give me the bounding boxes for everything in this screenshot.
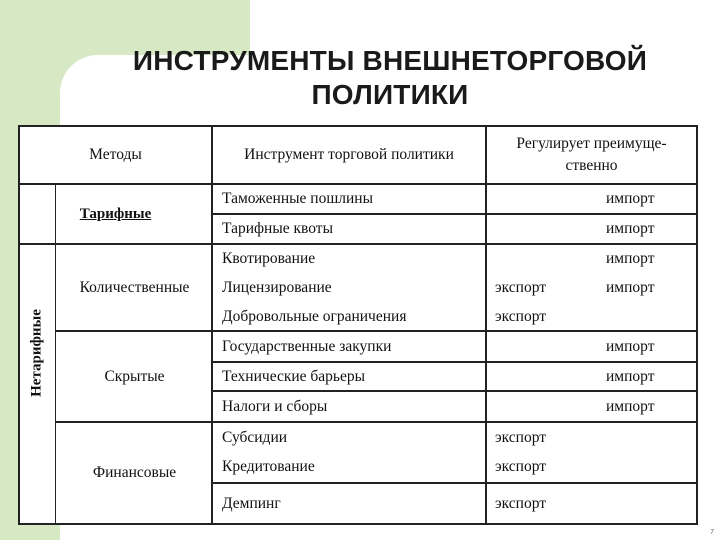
group-hidden: Скрытые xyxy=(104,367,165,385)
title-line-2: ПОЛИТИКИ xyxy=(311,79,469,110)
header-regulates-line-2: ственно xyxy=(565,157,618,174)
export-subsidies: экспорт xyxy=(495,428,547,446)
export-crediting: экспорт xyxy=(495,458,547,475)
header-regulates xyxy=(487,127,696,183)
export-licensing: экспорт xyxy=(495,279,547,296)
instrument-licensing: Лицензирование xyxy=(222,279,332,296)
non-tariff-side-label xyxy=(18,183,56,523)
import-customs-duties: импорт xyxy=(606,190,655,207)
non-tariff-side-label-text: Нетарифные xyxy=(28,309,44,397)
header-methods: Методы xyxy=(89,146,142,163)
group-quantitative: Количественные xyxy=(79,278,190,296)
slide-title xyxy=(60,44,720,112)
header-instrument: Инструмент торговой политики xyxy=(244,146,454,163)
instrument-dumping: Демпинг xyxy=(222,494,281,512)
instrument-subsidies: Субсидии xyxy=(222,428,288,446)
instrument-technical-barriers: Технические барьеры xyxy=(222,367,366,385)
instrument-taxes-fees: Налоги и сборы xyxy=(222,397,328,415)
instrument-government-procurement: Государственные закупки xyxy=(222,337,392,355)
instrument-voluntary-restraints: Добровольные ограничения xyxy=(222,308,407,325)
import-tariff-quotas: импорт xyxy=(606,220,655,237)
column-divider-1 xyxy=(211,125,213,525)
import-government-procurement: импорт xyxy=(606,337,655,355)
instrument-customs-duties: Таможенные пошлины xyxy=(222,190,373,207)
import-quotas: импорт xyxy=(606,250,655,267)
group-tariff-label: Тарифные xyxy=(79,205,152,222)
column-divider-2 xyxy=(485,125,487,525)
group-financial: Финансовые xyxy=(92,464,177,481)
table-border-right xyxy=(696,125,698,525)
header-regulates-line-1: Регулирует преимуще- xyxy=(516,135,667,152)
title-line-1: ИНСТРУМЕНТЫ ВНЕШНЕТОРГОВОЙ xyxy=(132,45,648,76)
row-divider xyxy=(211,482,698,484)
import-licensing: импорт xyxy=(606,279,655,296)
export-dumping: экспорт xyxy=(495,494,547,512)
import-taxes-fees: импорт xyxy=(606,397,655,415)
table-border-bottom xyxy=(18,523,698,525)
instruments-table xyxy=(18,125,698,525)
instrument-tariff-quotas: Тарифные квоты xyxy=(222,220,333,237)
export-voluntary-restraints: экспорт xyxy=(495,308,547,325)
page-number: 7 xyxy=(710,529,714,536)
import-technical-barriers: импорт xyxy=(606,367,655,385)
instrument-quotas: Квотирование xyxy=(222,250,316,267)
instrument-crediting: Кредитование xyxy=(222,458,315,475)
